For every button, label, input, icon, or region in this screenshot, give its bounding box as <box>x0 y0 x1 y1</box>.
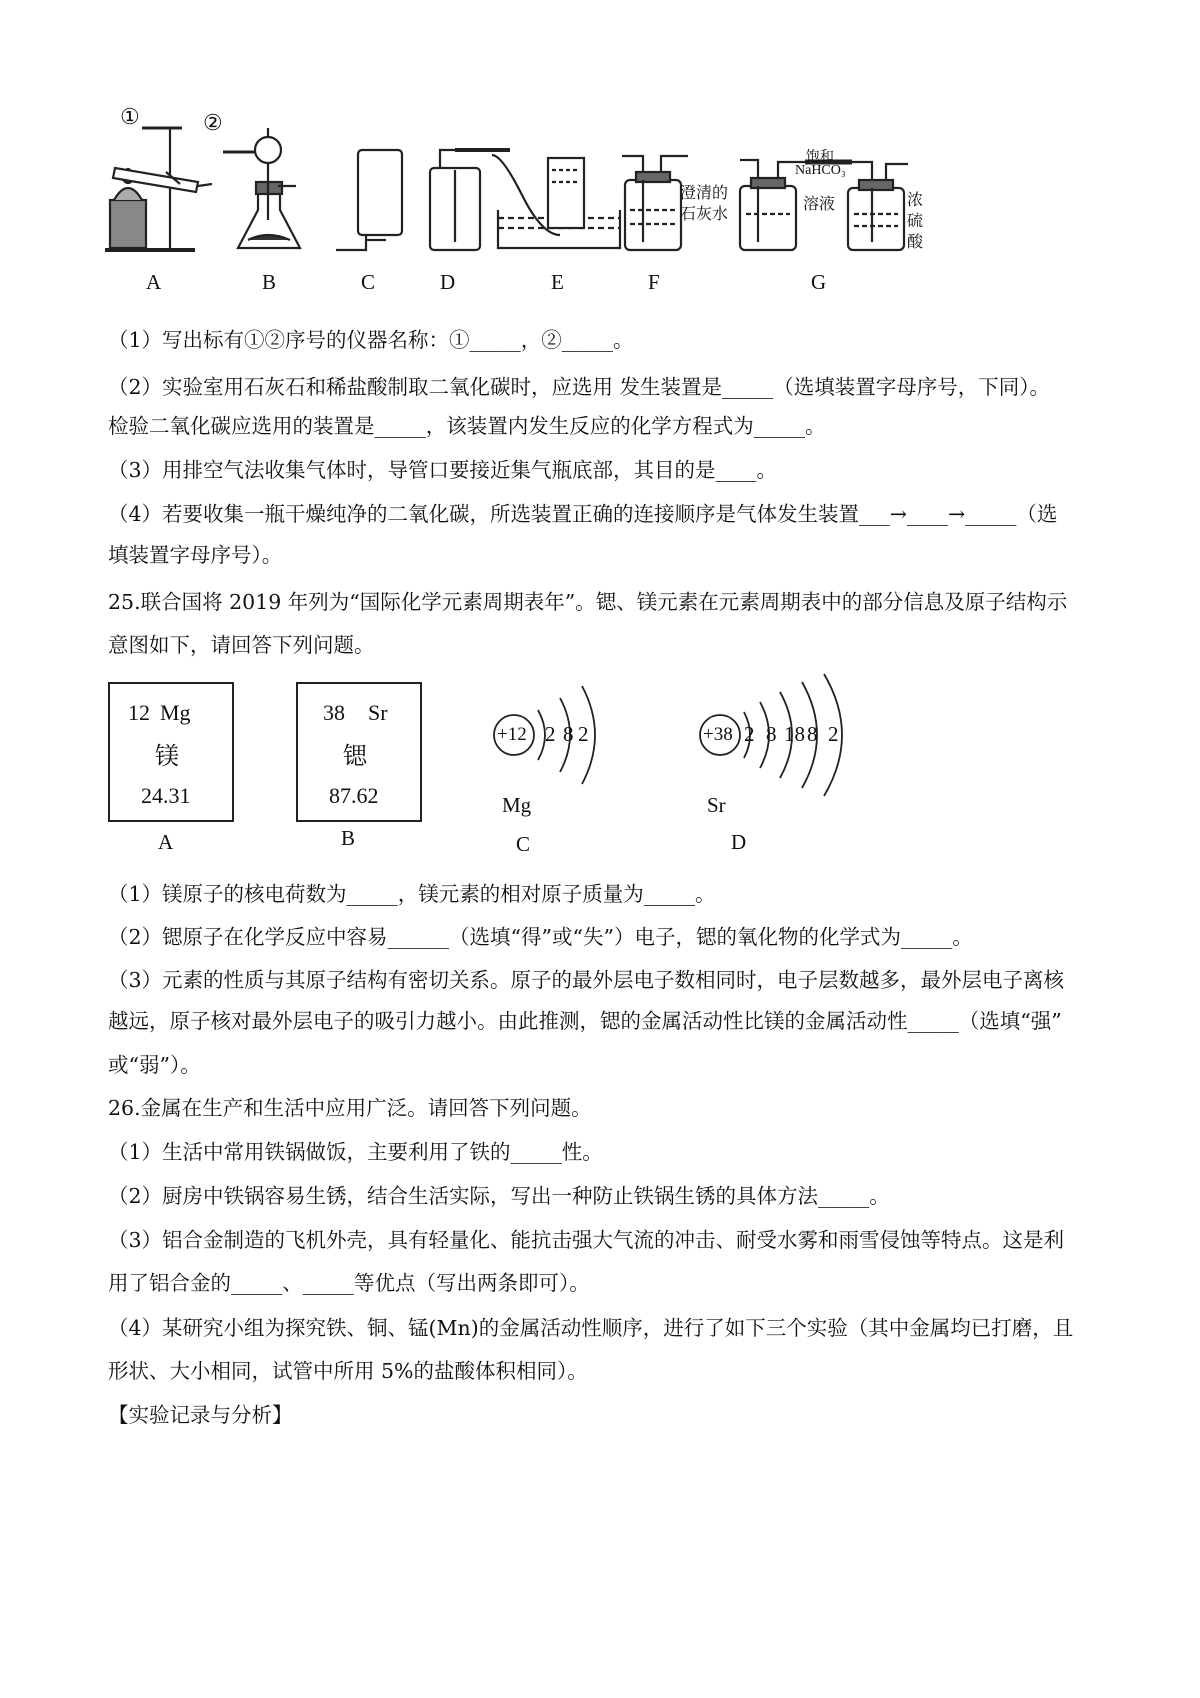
sr-electron-shell-5: 2 <box>828 722 839 746</box>
sr-atomic-mass: 87.62 <box>329 783 379 808</box>
mg-name: 镁 <box>155 744 179 770</box>
q26-part1: （1）生活中常用铁锅做饭，主要利用了铁的_____性。 <box>108 1140 603 1164</box>
apparatus-label-b: B <box>262 270 277 294</box>
sr-symbol: Sr <box>368 700 388 725</box>
apparatus-label-d: D <box>440 270 456 294</box>
f-text-line1: 澄清的 <box>680 185 729 202</box>
mg-atom-label: Mg <box>502 793 532 817</box>
q25-part3-line1: （3）元素的性质与其原子结构有密切关系。原子的最外层电子数相同时，电子层数越多，最外层电子离核 <box>108 968 1065 992</box>
mg-atomic-mass: 24.31 <box>141 783 191 808</box>
element-label-d: D <box>731 830 747 854</box>
element-label-a: A <box>158 830 174 854</box>
f-text-line2: 石灰水 <box>680 206 729 223</box>
q25-part2: （2）锶原子在化学反应中容易______（选填“得”或“失”）电子，锶的氧化物的化学式为_____。 <box>108 925 973 949</box>
apparatus-label-f: F <box>648 270 660 294</box>
q26-part2: （2）厨房中铁锅容易生锈，结合生活实际，写出一种防止铁锅生锈的具体方法_____。 <box>108 1184 890 1208</box>
q24-part4-line1: （4）若要收集一瓶干燥纯净的二氧化碳，所选装置正确的连接顺序是气体发生装置___→____→_____（选 <box>108 502 1058 526</box>
marker-1: ① <box>120 104 140 129</box>
q26-part4-line1: （4）某研究小组为探究铁、铜、锰(Mn)的金属活动性顺序，进行了如下三个实验（其中金属均已打磨，且 <box>108 1316 1074 1340</box>
sr-atom-label: Sr <box>707 793 726 817</box>
sr-atomic-number: 38 <box>323 700 345 725</box>
q25-part3-line2: 越远，原子核对最外层电子的吸引力越小。由此推测，锶的金属活动性比镁的金属活动性_____（选填“强” <box>108 1009 1062 1033</box>
apparatus-label-c: C <box>361 270 376 294</box>
apparatus-label-a: A <box>146 270 162 294</box>
q24-part4-line2: 填装置字母序号）。 <box>108 543 283 567</box>
q24-part2-line2: 检验二氧化碳应选用的装置是_____，该装置内发生反应的化学方程式为_____。 <box>108 414 826 438</box>
sr-electron-shell-1: 2 <box>744 722 755 746</box>
apparatus-a <box>105 128 212 250</box>
mg-atomic-number: 12 <box>128 700 150 725</box>
apparatus-e <box>492 155 620 248</box>
apparatus-b <box>223 128 300 248</box>
g-text-acid: 酸 <box>907 234 924 251</box>
sr-electron-shell-2: 8 <box>766 722 777 746</box>
mg-symbol: Mg <box>160 700 191 725</box>
g-text-solution: 溶液 <box>803 196 836 213</box>
element-label-b: B <box>341 826 356 850</box>
atom-structures <box>480 672 880 832</box>
q26-intro: 26.金属在生产和生活中应用广泛。请回答下列问题。 <box>108 1096 592 1120</box>
sr-name: 锶 <box>343 744 367 770</box>
g-text-saturated: 饱和 <box>806 150 834 165</box>
q25-part1: （1）镁原子的核电荷数为_____，镁元素的相对原子质量为_____。 <box>108 882 716 906</box>
q25-intro-line1: 25.联合国将 2019 年列为“国际化学元素周期表年”。锶、镁元素在元素周期表中的部分信息及原子结构示 <box>108 590 1068 614</box>
q25-part3-line3: 或“弱”）。 <box>108 1053 201 1077</box>
q26-part3-line1: （3）铝合金制造的飞机外壳，具有轻量化、能抗击强大气流的冲击、耐受水雾和雨雪侵蚀等特点。这是利 <box>108 1228 1065 1252</box>
mg-electron-shell-3: 2 <box>578 722 589 746</box>
q24-part1: （1）写出标有①②序号的仪器名称：①_____，②_____。 <box>108 328 634 352</box>
mg-electron-shell-2: 8 <box>563 722 574 746</box>
g-text-sulfuric: 硫 <box>907 213 924 230</box>
sr-nucleus-charge: +38 <box>703 724 733 745</box>
mg-electron-shell-1: 2 <box>545 722 556 746</box>
sr-electron-shell-4: 8 <box>807 722 818 746</box>
apparatus-label-g: G <box>811 270 827 294</box>
q24-part2-line1: （2）实验室用石灰石和稀盐酸制取二氧化碳时，应选用 发生装置是_____（选填装置字母序号，下同）。 <box>108 375 1051 399</box>
g-text-conc: 浓 <box>907 192 924 209</box>
apparatus-f <box>622 156 688 250</box>
sr-electron-shell-3: 18 <box>784 722 805 746</box>
section-heading: 【实验记录与分析】 <box>108 1403 293 1427</box>
mg-nucleus-charge: +12 <box>497 724 527 745</box>
q25-intro-line2: 意图如下，请回答下列问题。 <box>108 633 375 657</box>
apparatus-label-e: E <box>551 270 564 294</box>
apparatus-c <box>336 150 402 250</box>
marker-2: ② <box>203 110 223 135</box>
q26-part4-line2: 形状、大小相同，试管中所用 5%的盐酸体积相同）。 <box>108 1359 588 1383</box>
element-label-c: C <box>516 832 531 856</box>
q26-part3-line2: 用了铝合金的_____、_____等优点（写出两条即可）。 <box>108 1271 590 1295</box>
q24-part3: （3）用排空气法收集气体时，导管口要接近集气瓶底部，其目的是____。 <box>108 458 778 482</box>
g-text-nahco3: NaHCO₃ <box>795 163 846 178</box>
